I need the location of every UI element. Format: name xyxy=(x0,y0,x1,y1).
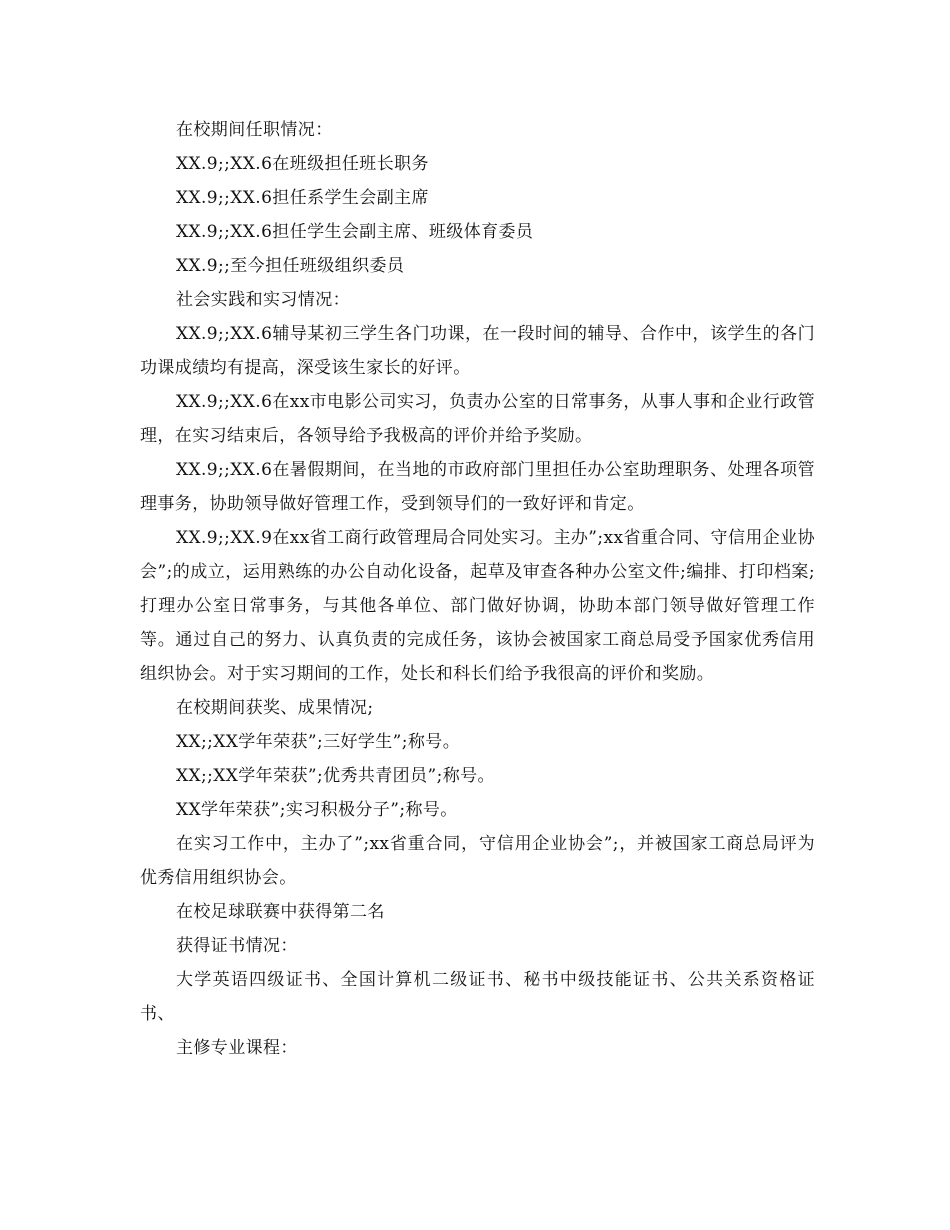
section-heading-positions: 在校期间任职情况： xyxy=(176,120,333,140)
certificate-list: 大学英语四级证书、全国计算机二级证书、秘书中级技能证书、公共关系资格证书、 xyxy=(140,970,815,1024)
award-item: XX;;XX学年荣获”;优秀共青团员”;称号。 xyxy=(176,766,495,786)
document-body xyxy=(140,113,815,1065)
award-item: XX;;XX学年荣获”;三好学生”;称号。 xyxy=(176,732,461,752)
practice-item: XX.9;;XX.9在xx省工商行政管理局合同处实习。主办”;xx省重合同、守信用企业协会”;的成立，运用熟练的办公自动化设备，起草及审查各种办公室文件;编排、打印档案;打理办公室日常事务，与其他各单位、部门做好协调，协助本部门领导做好管理工作等。通过自己的努力、认真负责的完成任务，该协会被国家工商总局受予国家优秀信用组织协会。对于实习期间的工作，处长和科长们给予我很高的评价和奖励。 xyxy=(140,528,815,684)
position-item: XX.9;;至今担任班级组织委员 xyxy=(176,256,405,276)
section-heading-courses: 主修专业课程： xyxy=(176,1038,298,1058)
award-item: XX学年荣获”;实习积极分子”;称号。 xyxy=(176,800,458,820)
award-item: 在校足球联赛中获得第二名 xyxy=(176,902,385,922)
section-heading-practice: 社会实践和实习情况： xyxy=(176,290,350,310)
practice-item: XX.9;;XX.6在xx市电影公司实习，负责办公室的日常事务，从事人事和企业行政管理，在实习结束后，各领导给予我极高的评价并给予奖励。 xyxy=(140,392,815,446)
section-heading-awards: 在校期间获奖、成果情况; xyxy=(176,698,374,718)
position-item: XX.9;;XX.6担任系学生会副主席 xyxy=(176,188,429,208)
practice-item: XX.9;;XX.6辅导某初三学生各门功课，在一段时间的辅导、合作中，该学生的各门功课成绩均有提高，深受该生家长的好评。 xyxy=(140,324,815,378)
position-item: XX.9;;XX.6在班级担任班长职务 xyxy=(176,154,429,174)
award-item: 在实习工作中，主办了”;xx省重合同，守信用企业协会”;，并被国家工商总局评为优秀信用组织协会。 xyxy=(140,834,815,888)
position-item: XX.9;;XX.6担任学生会副主席、班级体育委员 xyxy=(176,222,534,242)
section-heading-certificates: 获得证书情况： xyxy=(176,936,298,956)
practice-item: XX.9;;XX.6在暑假期间，在当地的市政府部门里担任办公室助理职务、处理各项管理事务，协助领导做好管理工作，受到领导们的一致好评和肯定。 xyxy=(140,460,815,514)
